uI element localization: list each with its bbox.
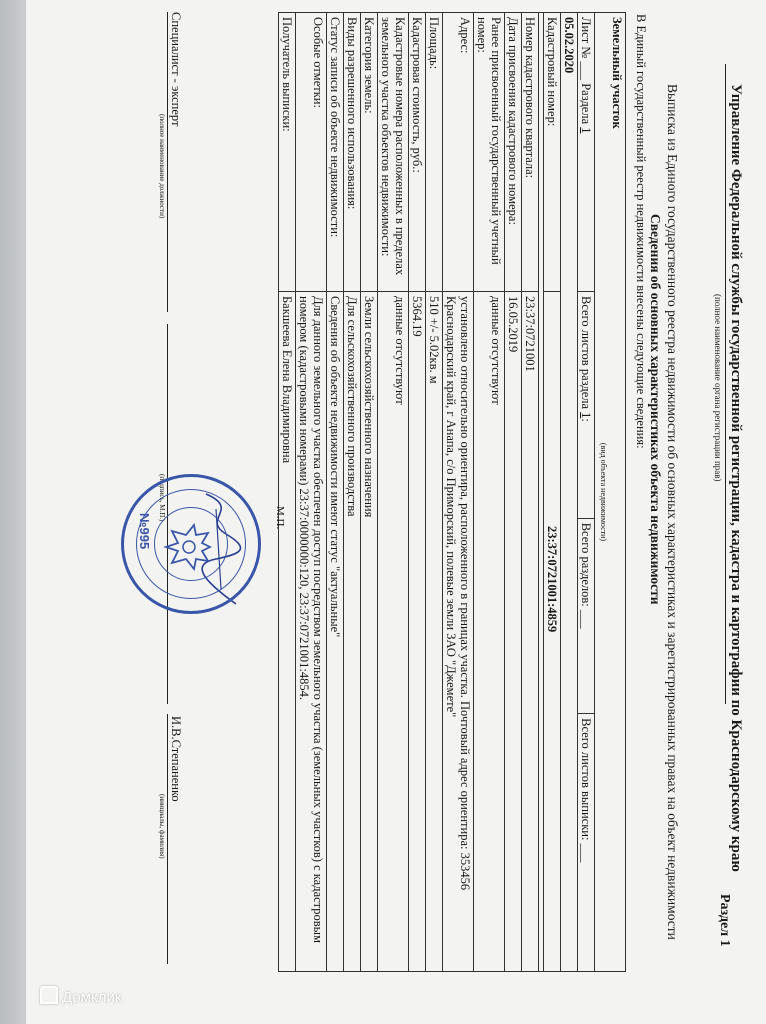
sign-note: (подпись, М.П.) xyxy=(158,474,166,522)
info-label: Виды разрешенного использования: xyxy=(344,13,361,292)
sheet-label: Лист № xyxy=(579,17,593,59)
extract-sheets: ___ xyxy=(579,843,593,863)
sections-total: ___ xyxy=(579,609,593,629)
info-label: Кадастровые номера расположенных в пределах земельного участка объектов недвижимости: xyxy=(378,13,409,292)
role-line xyxy=(167,12,168,312)
house-icon xyxy=(40,986,58,1004)
info-row xyxy=(279,13,296,972)
info-label: Площадь: xyxy=(426,13,443,292)
info-rows xyxy=(279,13,539,972)
intro-statement: В Единый государственный реестр недвижимости внесены следующие сведения: xyxy=(634,14,648,449)
sheets-total-cell: Всего листов раздела 1: xyxy=(578,292,595,519)
cad-no-label: Кадастровый номер: xyxy=(544,13,561,292)
document-page xyxy=(26,0,766,1024)
info-row xyxy=(505,13,522,972)
name-note: (инициалы, фамилия) xyxy=(158,794,166,859)
info-label: Ранее присвоенный государственный учетный номер: xyxy=(474,13,505,292)
sheets-total: 1 xyxy=(579,412,593,419)
authority-rule xyxy=(725,64,726,704)
extract-sheets-cell xyxy=(578,714,595,972)
extract-sheets-label: Всего листов выписки: xyxy=(579,718,593,841)
object-table xyxy=(278,12,626,972)
info-heading: Сведения об основных характеристиках объекта недвижимости xyxy=(648,214,663,605)
info-label: Получатель выписки: xyxy=(279,13,296,292)
info-row xyxy=(409,13,426,972)
cad-no-cell xyxy=(544,292,561,972)
eagle-emblem-icon xyxy=(160,521,216,573)
section-label: Раздел 1 xyxy=(717,894,732,947)
stamp-number: №995 xyxy=(137,513,152,550)
object-type: Земельный участок xyxy=(610,17,624,129)
sections-total-cell xyxy=(578,518,595,713)
info-row xyxy=(296,13,327,972)
sheet-cell xyxy=(578,13,595,292)
info-value: Для сельскохозяйственного производства xyxy=(344,292,361,972)
info-row xyxy=(378,13,409,972)
object-type-cell xyxy=(595,13,626,972)
watermark xyxy=(40,986,121,1006)
info-label: Номер кадастрового квартала: xyxy=(522,13,539,292)
info-label: Особые отметки: xyxy=(296,13,327,292)
info-row xyxy=(327,13,344,972)
info-label: Категория земель: xyxy=(361,13,378,292)
info-value: Сведения об объекте недвижимости имеют статус "актуальные" xyxy=(327,292,344,972)
signature-row xyxy=(168,12,183,126)
info-value: данные отсутствуют xyxy=(378,292,409,972)
info-row xyxy=(474,13,505,972)
spacer-row xyxy=(539,13,544,972)
info-label: Кадастровая стоимость, руб.: xyxy=(409,13,426,292)
extract-title: Выписка из Единого государственного реестра недвижимости об основных характеристиках и зарегистрированных правах на объект недвижимости xyxy=(665,84,680,940)
authority-title: Управление Федеральной службы государственной регистрации, кадастра и картографии по Краснодарскому краю xyxy=(728,84,744,872)
signer-role: Специалист - эксперт xyxy=(169,12,183,127)
signer-name: И.В.Степаненко xyxy=(169,716,183,802)
info-value: 23:37:0721001 xyxy=(522,292,539,972)
sections-total-label: Всего разделов: xyxy=(579,522,593,607)
extract-date: 05.02.2020 xyxy=(562,17,576,74)
info-row xyxy=(344,13,361,972)
object-type-note: (вид объекта недвижимости) xyxy=(599,442,608,542)
sheet-no: ___ xyxy=(579,61,593,81)
info-label: Статус записи об объекте недвижимости: xyxy=(327,13,344,292)
watermark-text: Домклик xyxy=(62,989,122,1006)
info-row xyxy=(522,13,539,972)
info-value: 16.05.2019 xyxy=(505,292,522,972)
info-value: данные отсутствуют xyxy=(474,292,505,972)
official-stamp xyxy=(121,474,261,614)
info-row xyxy=(361,13,378,972)
info-value: 5364.19 xyxy=(409,292,426,972)
info-label: Дата присвоения кадастрового номера: xyxy=(505,13,522,292)
info-value: Земли сельскохозяйственного назначения xyxy=(361,292,378,972)
mp-mark: М.П. xyxy=(274,506,286,530)
section-no-label: Раздела xyxy=(579,83,593,125)
info-value: 510 +/- 5.02кв. м xyxy=(426,292,443,972)
info-value: Для данного земельного участка обеспечен доступ посредством земельного участка (земельных участков) с кадастровым номером (кадастровыми номерами) 23:37:0000000:120, 23:37:0721001:4854. xyxy=(296,292,327,972)
name-line xyxy=(167,714,168,964)
sheets-total-label: Всего листов раздела xyxy=(579,296,593,410)
info-label: Адрес: xyxy=(443,13,474,292)
cad-no: 23:37:0721001:4859 xyxy=(545,526,559,633)
info-row xyxy=(443,13,474,972)
date-cell xyxy=(561,13,578,972)
role-note: (полное наименование должности) xyxy=(158,114,166,219)
info-value: установлено относительно ориентира, расположенного в границах участка. Почтовый адрес ориентира: 353456 Краснодарский край, г Анапа, с/о Приморский, полевые земли ЗАО "Джемете" xyxy=(443,292,474,972)
section-no: 1 xyxy=(579,127,593,134)
info-value: Бакшеева Елена Владимировна xyxy=(279,292,296,972)
info-row xyxy=(426,13,443,972)
authority-note: (полное наименование органа регистрации прав) xyxy=(713,294,723,482)
